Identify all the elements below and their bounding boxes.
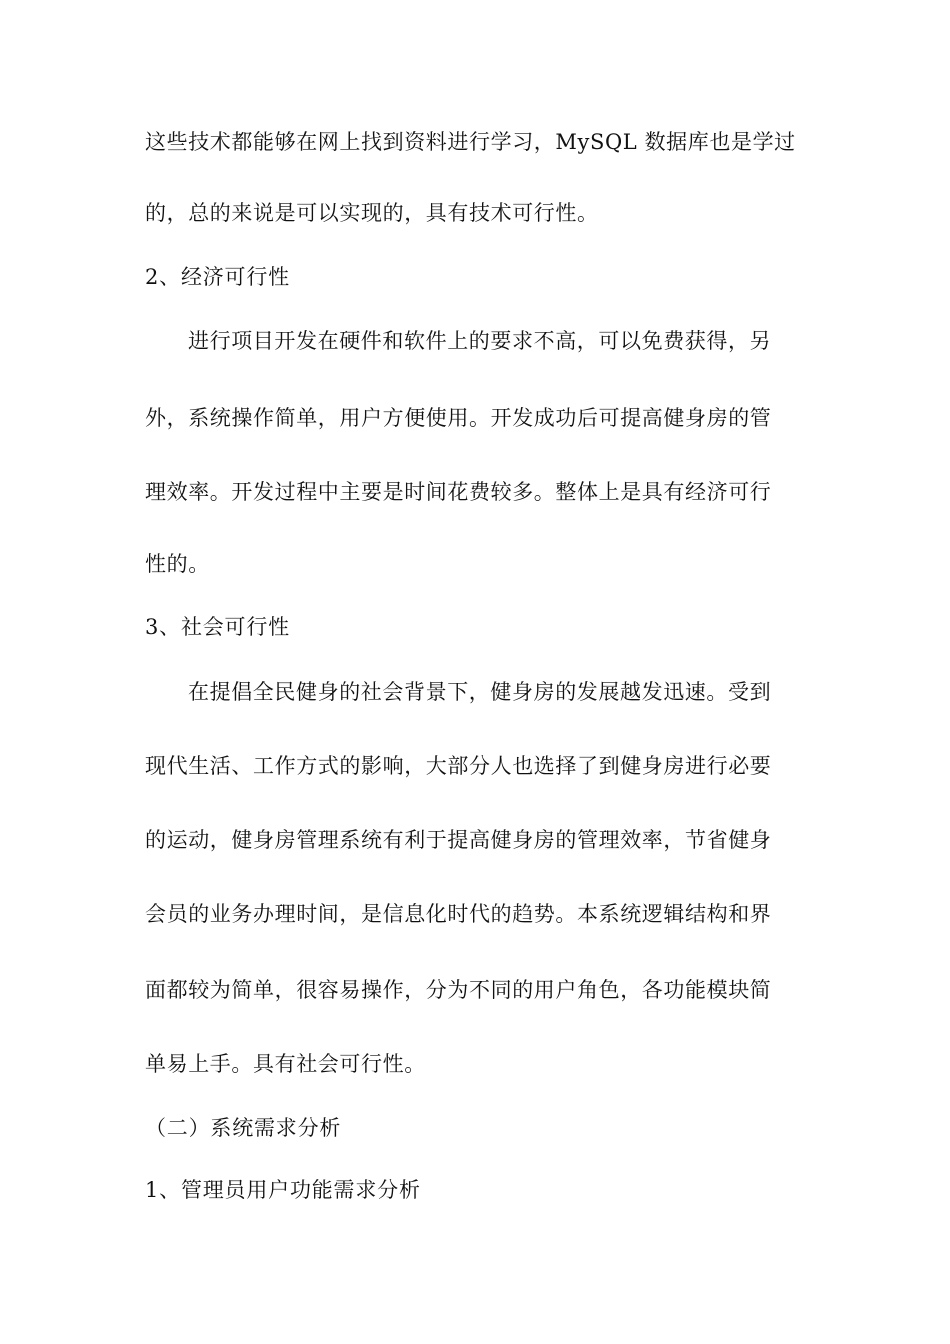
paragraph-line: 这些技术都能够在网上找到资料进行学习，MySQL 数据库也是学过: [145, 130, 796, 154]
paragraph-line: 的，总的来说是可以实现的，具有技术可行性。: [145, 201, 599, 225]
paragraph-line: 理效率。开发过程中主要是时间花费较多。整体上是具有经济可行: [145, 480, 772, 504]
paragraph-line: 现代生活、工作方式的影响，大部分人也选择了到健身房进行必要: [145, 754, 772, 778]
paragraph-line: 性的。: [145, 552, 210, 576]
section-heading-economic-feasibility: 2、经济可行性: [145, 265, 290, 289]
paragraph-line: 在提倡全民健身的社会背景下，健身房的发展越发迅速。受到: [188, 680, 772, 704]
section-heading-admin-requirements: 1、管理员用户功能需求分析: [145, 1178, 421, 1202]
paragraph-line: 外，系统操作简单，用户方便使用。开发成功后可提高健身房的管: [145, 406, 772, 430]
paragraph-line: 进行项目开发在硬件和软件上的要求不高，可以免费获得，另: [188, 329, 772, 353]
paragraph-line: 的运动，健身房管理系统有利于提高健身房的管理效率，节省健身: [145, 828, 772, 852]
paragraph-line: 面都较为简单，很容易操作，分为不同的用户角色，各功能模块简: [145, 978, 772, 1002]
section-heading-requirements-analysis: （二）系统需求分析: [145, 1116, 342, 1140]
section-heading-social-feasibility: 3、社会可行性: [145, 615, 290, 639]
paragraph-line: 会员的业务办理时间，是信息化时代的趋势。本系统逻辑结构和界: [145, 902, 772, 926]
paragraph-line: 单易上手。具有社会可行性。: [145, 1052, 426, 1076]
